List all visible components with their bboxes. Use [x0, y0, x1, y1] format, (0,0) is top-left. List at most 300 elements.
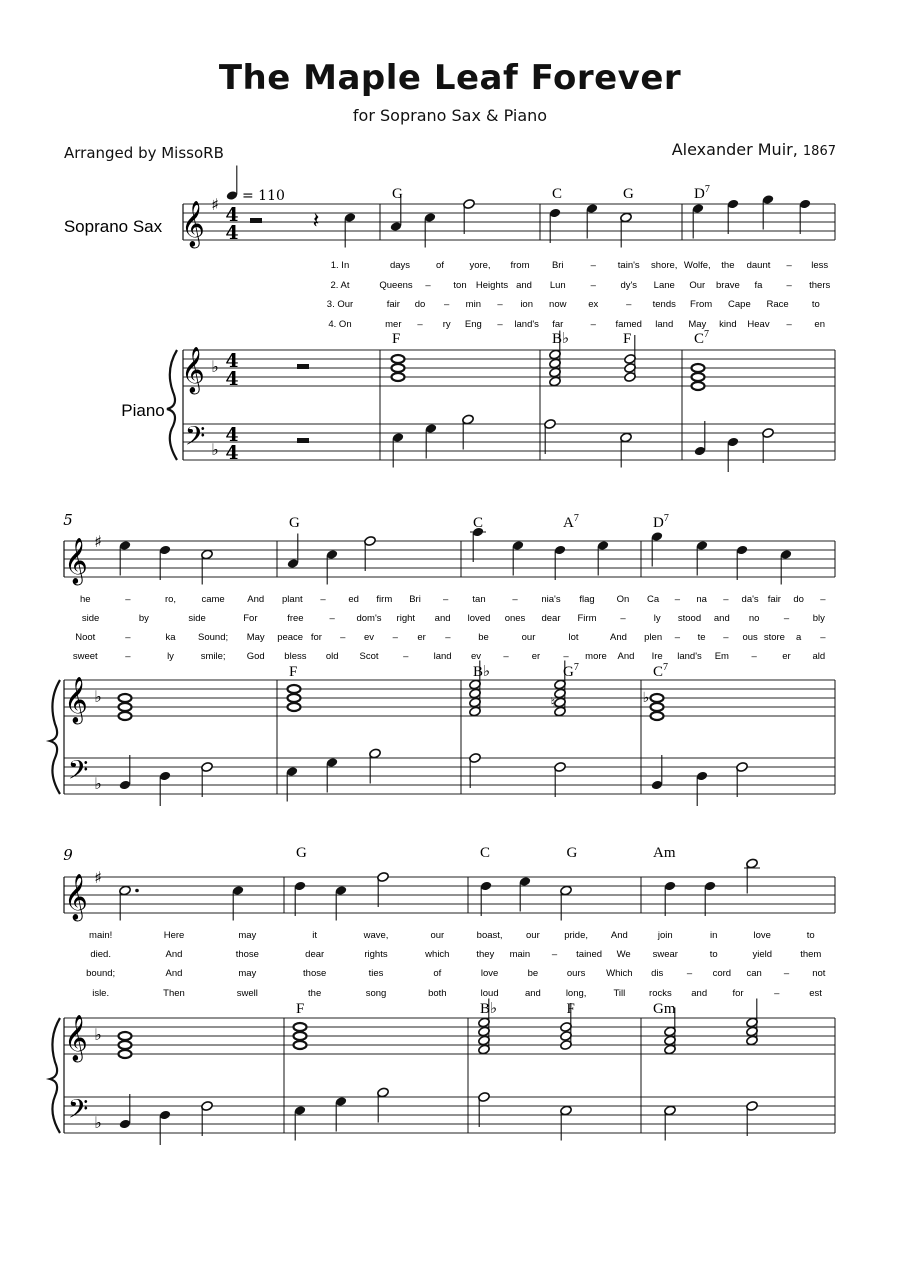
lyric-syllable: and: [713, 613, 730, 624]
flat-key-signature-icon: ♭: [211, 440, 219, 459]
lyric-syllable: tained: [576, 949, 603, 960]
lyric-syllable: Ire: [651, 651, 663, 662]
time-signature-denominator: 4: [225, 368, 239, 390]
piano-brace: [50, 1018, 60, 1133]
natural-accidental-icon: ♮: [550, 695, 556, 711]
lyric-syllable: old: [325, 651, 339, 662]
note: [201, 762, 214, 797]
lyric-syllable: do: [414, 299, 426, 310]
lyric-syllable: cord: [712, 968, 732, 979]
note: [326, 757, 339, 792]
note: [364, 536, 377, 571]
note: [119, 540, 132, 575]
lyric-syllable: those: [235, 949, 259, 960]
lyric-syllable: –: [751, 651, 757, 662]
note: [335, 885, 348, 920]
time-signature-denominator: 4: [225, 222, 239, 244]
note: [462, 414, 475, 449]
time-signature-numerator: 4: [225, 424, 239, 446]
lyric-syllable: boast,: [476, 930, 503, 941]
lyric-syllable: Bri: [551, 260, 564, 271]
note: [597, 540, 610, 575]
lyric-syllable: main: [509, 949, 531, 960]
lyric-syllable: –: [340, 632, 346, 643]
lyric-syllable: days: [389, 260, 411, 271]
lyric-syllable: Here: [163, 930, 185, 941]
lyric-syllable: land: [655, 319, 674, 330]
chord-notehead: [119, 712, 132, 720]
lyric-syllable: And: [165, 968, 183, 979]
composition-year: 1867: [802, 144, 836, 159]
lyric-syllable: Bri: [409, 594, 421, 605]
lyric-syllable: land's: [677, 651, 702, 662]
lyric-syllable: –: [783, 968, 790, 979]
lyric-syllable: –: [392, 632, 398, 643]
lyric-syllable: lot: [568, 632, 579, 643]
note: [560, 885, 573, 920]
lyric-syllable: Which: [606, 968, 633, 979]
note: [586, 203, 599, 238]
chord-symbol: $D^7$: [694, 184, 710, 202]
bass-clef-icon: 𝄢: [67, 1093, 89, 1131]
lyric-syllable: Em: [714, 651, 729, 662]
bass-clef-icon: 𝄢: [67, 754, 89, 792]
chord-symbol: G: [296, 845, 307, 861]
note: [287, 534, 300, 569]
lyric-syllable: From: [690, 299, 713, 310]
lyric-syllable: stood: [677, 613, 702, 624]
note: [780, 549, 793, 584]
note: [201, 1101, 214, 1136]
note: [232, 885, 245, 920]
lyric-syllable: And: [610, 632, 627, 643]
lyric-syllable: from: [510, 260, 530, 271]
chord-notehead: [392, 355, 405, 363]
chord-notehead: [651, 712, 664, 720]
note: [799, 199, 812, 234]
lyric-syllable: by: [138, 613, 149, 624]
lyric-syllable: –: [620, 613, 626, 624]
lyric-syllable: Eng: [464, 319, 482, 330]
chord-symbol: Am: [653, 845, 676, 861]
note: [736, 545, 749, 580]
lyric-syllable: na: [696, 594, 707, 605]
lyric-syllable: We: [616, 949, 631, 960]
lyric-syllable: –: [551, 949, 558, 960]
note: [226, 166, 239, 201]
lyric-syllable: ours: [566, 968, 586, 979]
lyric-syllable: –: [425, 280, 431, 291]
chord-notehead: [288, 703, 301, 711]
lyric-syllable: ev: [470, 651, 482, 662]
lyric-syllable: loved: [467, 613, 491, 624]
chord-notehead: [119, 1050, 132, 1058]
lyric-syllable: 2. At: [330, 280, 350, 291]
instrument-label-piano: Piano: [121, 401, 165, 420]
note: [470, 527, 486, 562]
lyric-syllable: the: [721, 260, 735, 271]
lyric-syllable: came: [201, 594, 225, 605]
lyric-syllable: –: [329, 613, 335, 624]
lyric-syllable: Lun: [549, 280, 566, 291]
lyric-syllable: –: [723, 632, 729, 643]
lyric-syllable: yield: [752, 949, 773, 960]
lyric-syllable: less: [811, 260, 829, 271]
lyric-syllable: main!: [89, 930, 113, 941]
measure-number: 9: [63, 846, 73, 864]
chord-symbol: G: [289, 515, 300, 531]
lyric-syllable: dis: [651, 968, 664, 979]
chord-notehead: [288, 694, 301, 702]
lyric-syllable: do: [793, 594, 804, 605]
measure-number: 5: [63, 511, 73, 529]
note: [344, 212, 357, 247]
note: [704, 881, 717, 916]
lyric-syllable: Ca: [647, 594, 660, 605]
lyric-syllable: –: [674, 594, 681, 605]
lyric-syllable: –: [125, 594, 131, 605]
lyric-syllable: And: [617, 651, 635, 662]
sharp-key-signature-icon: ♯: [211, 195, 219, 214]
lyric-syllable: Cape: [728, 299, 751, 310]
note: [549, 208, 562, 243]
lyric-syllable: ly: [653, 613, 661, 624]
sharp-key-signature-icon: ♯: [94, 868, 102, 887]
note: [480, 881, 493, 916]
note: [727, 437, 740, 472]
lyric-syllable: ald: [812, 651, 826, 662]
chord-notehead: [392, 364, 405, 372]
lyric-syllable: –: [786, 319, 792, 330]
note: [727, 199, 740, 234]
lyric-syllable: be: [478, 632, 489, 643]
lyric-syllable: nia's: [541, 594, 561, 605]
lyric-syllable: may: [238, 930, 257, 941]
lyric-syllable: 3. Our: [326, 299, 354, 310]
note: [369, 748, 382, 783]
lyric-syllable: our: [430, 930, 445, 941]
chord-symbol: F: [392, 331, 401, 347]
lyric-syllable: tain's: [617, 260, 640, 271]
lyric-syllable: land: [433, 651, 452, 662]
lyric-syllable: to: [811, 299, 820, 310]
lyric-syllable: wave,: [363, 930, 389, 941]
instrument-label-sax: Soprano Sax: [63, 217, 163, 236]
lyric-syllable: mer: [385, 319, 402, 330]
lyric-syllable: –: [786, 280, 792, 291]
note: [294, 881, 307, 916]
note: [696, 540, 709, 575]
note: [620, 432, 633, 467]
flat-key-signature-icon: ♭: [94, 1113, 102, 1132]
lyric-syllable: tends: [652, 299, 676, 310]
lyric-syllable: it: [312, 930, 318, 941]
lyric-syllable: Heights: [475, 280, 509, 291]
lyric-syllable: On: [616, 594, 630, 605]
lyric-syllable: for: [310, 632, 322, 643]
lyric-syllable: ion: [520, 299, 534, 310]
chord-notehead: [692, 364, 705, 372]
chord-notehead: [692, 382, 705, 390]
lyric-syllable: plant: [282, 594, 303, 605]
chord-symbol: C: [473, 515, 484, 531]
lyric-syllable: bless: [284, 651, 307, 662]
chord-symbol: F: [296, 1001, 305, 1017]
lyric-syllable: to: [709, 949, 718, 960]
lyric-syllable: May: [688, 319, 707, 330]
note: [736, 762, 749, 797]
note: [294, 1105, 307, 1140]
time-signature-denominator: 4: [225, 442, 239, 464]
lyric-syllable: –: [774, 988, 780, 999]
lyric-syllable: Race: [766, 299, 789, 310]
lyric-syllable: Noot: [75, 632, 96, 643]
lyric-syllable: dom's: [356, 613, 382, 624]
piano-treble-staff: [183, 350, 835, 386]
lyric-syllable: –: [723, 594, 729, 605]
lyric-syllable: –: [674, 632, 681, 643]
note: [620, 212, 633, 247]
chord-notehead: [392, 373, 405, 381]
lyric-syllable: tan: [472, 594, 486, 605]
lyric-syllable: –: [444, 299, 450, 310]
page-title: The Maple Leaf Forever: [218, 58, 682, 98]
lyric-syllable: –: [686, 968, 693, 979]
lyric-syllable: rights: [364, 949, 388, 960]
lyric-syllable: dear: [305, 949, 325, 960]
lyric-syllable: God: [246, 651, 265, 662]
chord-symbol: F: [623, 331, 632, 347]
lyric-syllable: –: [820, 632, 826, 643]
lyric-syllable: –: [497, 319, 503, 330]
note: [335, 1096, 348, 1131]
lyric-syllable: May: [246, 632, 265, 643]
lyric-syllable: Till: [613, 988, 626, 999]
chord-notehead: [294, 1041, 307, 1049]
piano-brace: [167, 350, 177, 460]
treble-clef-icon: 𝄞: [64, 538, 88, 584]
note: [762, 194, 775, 229]
lyric-syllable: now: [549, 299, 567, 310]
lyric-syllable: those: [303, 968, 327, 979]
lyric-syllable: Heav: [747, 319, 770, 330]
lyric-syllable: died.: [90, 949, 111, 960]
sharp-key-signature-icon: ♯: [94, 532, 102, 551]
lyric-syllable: they: [476, 949, 495, 960]
note: [664, 1105, 677, 1140]
chord-notehead: [294, 1032, 307, 1040]
piano-brace: [50, 680, 60, 794]
lyric-syllable: –: [626, 299, 632, 310]
sax-staff: [183, 204, 835, 240]
treble-clef-icon: 𝄞: [64, 1015, 88, 1061]
lyric-syllable: free: [287, 613, 304, 624]
lyric-syllable: da's: [741, 594, 759, 605]
chord-notehead: [119, 1032, 132, 1040]
lyric-syllable: swell: [236, 988, 258, 999]
sax-staff: [64, 541, 835, 577]
lyric-syllable: –: [445, 632, 451, 643]
lyric-syllable: –: [590, 319, 596, 330]
lyric-syllable: bound;: [86, 968, 116, 979]
lyric-syllable: ed: [348, 594, 359, 605]
lyric-syllable: and: [524, 988, 541, 999]
dotted-note-dot: [135, 889, 139, 893]
chord-symbol: F: [289, 664, 298, 680]
lyric-syllable: thers: [809, 280, 831, 291]
lyric-syllable: Sound;: [198, 632, 229, 643]
lyric-syllable: yore,: [469, 260, 491, 271]
treble-clef-icon: 𝄞: [181, 347, 205, 393]
note: [744, 858, 760, 893]
lyric-syllable: ry: [442, 319, 451, 330]
chord-notehead: [294, 1023, 307, 1031]
lyric-syllable: and: [434, 613, 451, 624]
lyric-syllable: kind: [719, 319, 737, 330]
chord-notehead: [288, 685, 301, 693]
note: [119, 755, 132, 790]
lyric-syllable: the: [308, 988, 322, 999]
lyric-syllable: en: [814, 319, 825, 330]
half-rest-icon: [297, 364, 309, 369]
lyric-syllable: peace: [277, 632, 304, 643]
note: [425, 423, 438, 458]
lyric-syllable: pride,: [564, 930, 589, 941]
lyric-syllable: ly: [167, 651, 174, 662]
treble-clef-icon: 𝄞: [64, 677, 88, 723]
lyric-syllable: and: [516, 280, 532, 291]
piano-treble-staff: [64, 680, 835, 716]
note: [746, 1101, 759, 1136]
lyric-syllable: –: [125, 651, 131, 662]
flat-accidental-icon: ♭: [642, 690, 650, 706]
composer-name: Alexander Muir,: [671, 140, 798, 159]
arranger-credit: Arranged by MissoRB: [64, 144, 224, 162]
note: [424, 212, 437, 247]
lyric-syllable: ties: [368, 968, 384, 979]
lyric-syllable: ev: [363, 632, 375, 643]
lyric-syllable: which: [425, 949, 450, 960]
chord-notehead: [119, 703, 132, 711]
lyric-syllable: not: [812, 968, 826, 979]
lyric-syllable: for: [732, 988, 744, 999]
lyric-syllable: 1. In: [330, 260, 350, 271]
chord-notehead: [651, 703, 664, 711]
note: [554, 762, 567, 797]
lyric-syllable: fair: [767, 594, 781, 605]
note: [512, 540, 525, 575]
flat-key-signature-icon: ♭: [211, 357, 219, 376]
treble-clef-icon: 𝄞: [181, 201, 205, 247]
lyric-syllable: flag: [579, 594, 595, 605]
flat-key-signature-icon: ♭: [94, 687, 102, 706]
note: [159, 1110, 172, 1145]
lyric-syllable: –: [512, 594, 518, 605]
lyric-syllable: far: [552, 319, 564, 330]
lyric-syllable: fair: [386, 299, 400, 310]
lyric-syllable: –: [497, 299, 503, 310]
lyric-syllable: can: [746, 968, 762, 979]
lyric-syllable: side: [81, 613, 100, 624]
lyric-syllable: both: [428, 988, 447, 999]
lyric-syllable: of: [433, 968, 442, 979]
lyric-syllable: sweet: [72, 651, 98, 662]
lyric-syllable: fa: [754, 280, 763, 291]
lyric-syllable: store: [763, 632, 785, 643]
lyric-syllable: And: [247, 594, 265, 605]
note: [286, 766, 299, 801]
note: [377, 872, 390, 907]
lyric-syllable: –: [443, 594, 449, 605]
note: [519, 876, 532, 911]
lyric-syllable: And: [165, 949, 183, 960]
lyric-syllable: right: [396, 613, 416, 624]
lyric-syllable: to: [806, 930, 815, 941]
bass-clef-icon: 𝄢: [184, 420, 206, 458]
note: [201, 549, 214, 584]
chord-symbol: C: [480, 845, 491, 861]
piano-treble-staff: [64, 1018, 835, 1054]
lyric-syllable: ro,: [164, 594, 177, 605]
lyric-syllable: love: [753, 930, 771, 941]
lyric-syllable: est: [809, 988, 822, 999]
lyric-syllable: te: [697, 632, 706, 643]
lyric-syllable: he: [80, 594, 91, 605]
page-subtitle: for Soprano Sax & Piano: [352, 106, 548, 125]
lyric-syllable: er: [417, 632, 426, 643]
note: [651, 531, 664, 566]
lyric-syllable: loud: [480, 988, 499, 999]
note: [694, 421, 707, 456]
lyric-syllable: Our: [689, 280, 706, 291]
note: [554, 545, 567, 580]
lyric-syllable: ka: [165, 632, 176, 643]
chord-notehead: [692, 373, 705, 381]
lyric-syllable: ton: [453, 280, 467, 291]
lyric-syllable: –: [786, 260, 792, 271]
lyric-syllable: more: [585, 651, 607, 662]
lyric-syllable: Lane: [653, 280, 675, 291]
lyric-syllable: our: [526, 930, 540, 941]
lyric-syllable: shore,: [651, 260, 678, 271]
chord-symbol: G: [566, 845, 578, 861]
note: [392, 432, 405, 467]
lyric-syllable: daunt: [746, 260, 771, 271]
lyric-syllable: dear: [541, 613, 561, 624]
lyric-syllable: isle.: [92, 988, 110, 999]
note: [377, 1087, 390, 1122]
time-signature-numerator: 4: [225, 204, 239, 226]
lyric-syllable: song: [365, 988, 387, 999]
lyric-syllable: dy's: [620, 280, 638, 291]
lyric-syllable: –: [820, 594, 826, 605]
note: [664, 881, 677, 916]
lyric-syllable: er: [782, 651, 791, 662]
lyric-syllable: bly: [812, 613, 825, 624]
quarter-rest-icon: 𝄽: [312, 209, 320, 234]
lyric-syllable: –: [503, 651, 509, 662]
chord-symbol: $D^7$: [653, 513, 669, 531]
note: [544, 419, 557, 454]
treble-clef-icon: 𝄞: [64, 874, 88, 920]
lyric-syllable: be: [527, 968, 539, 979]
chord-symbol: F: [566, 1001, 575, 1017]
lyric-syllable: and: [691, 988, 708, 999]
chord-symbol: $C^7$: [694, 329, 710, 347]
lyric-syllable: love: [480, 968, 499, 979]
chord-symbol: G: [623, 186, 634, 202]
lyric-syllable: long,: [565, 988, 587, 999]
